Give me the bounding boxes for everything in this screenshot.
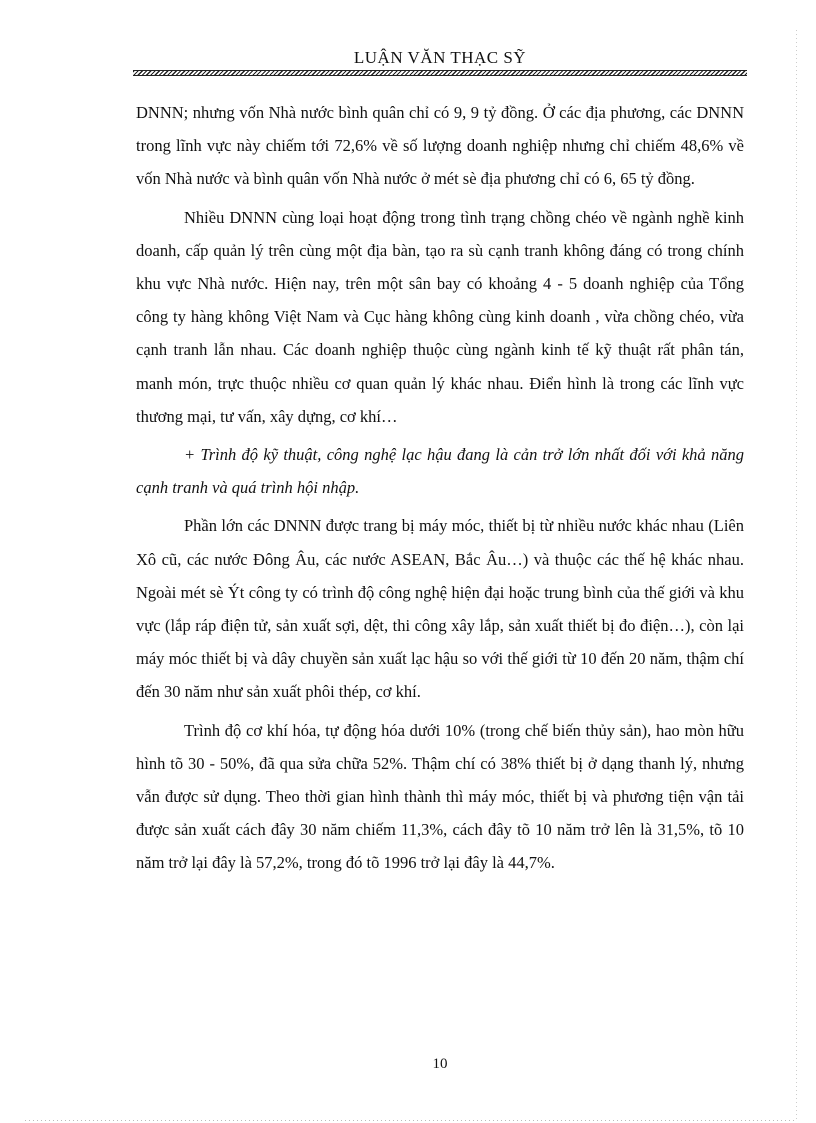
paragraph-mechanization-level: Trình độ cơ khí hóa, tự động hóa dưới 10% (trong chế biến thủy sản), hao mòn hữu hình tõ 30 - 50%, đã qua sửa chữa 52%. Thậm chí có 38% thiết bị ở dạng thanh lý, nhưng vẫn được sử dụng. Theo thời gian hình thành thì máy móc, thiết bị và phương tiện vận tải được sản xuất cách đây 30 năm chiếm 11,3%, cách đây tõ 10 năm trở lên là 31,5%, tõ 10 năm trở lại đây là 57,2%, trong đó tõ 1996 trở lại đây là 44,7%. <box>136 720 744 873</box>
page-number: 10 <box>432 1056 448 1072</box>
right-dotted-edge <box>796 30 797 1120</box>
paragraph-technology-heading: + Trình độ kỹ thuật, công nghệ lạc hậu đang là cản trở lớn nhất đối với khả năng cạnh tranh và quá trình hội nhập. <box>136 445 744 498</box>
header-decorative-rule <box>133 70 747 76</box>
body-text <box>136 96 744 885</box>
paragraph-equipment-origin: Phần lớn các DNNN được trang bị máy móc, thiết bị từ nhiều nước khác nhau (Liên Xô cũ, các nước Đông Âu, các nước ASEAN, Bắc Âu…) và thuộc các thế hệ khác nhau. Ngoài mét sè Ýt công ty có trình độ công nghệ hiện đại hoặc trung bình của thế giới và khu vực (lắp ráp điện tử, sản xuất sợi, dệt, thi công xây lắp, sản xuất thiết bị đo điện…), còn lại máy móc thiết bị và dây chuyền sản xuất lạc hậu so với thế giới từ 10 đến 20 năm, thậm chí đến 30 năm như sản xuất phôi thép, cơ khí. <box>136 516 744 702</box>
bottom-dotted-edge <box>25 1120 795 1121</box>
paragraph-overlapping-dnnn: Nhiều DNNN cùng loại hoạt động trong tình trạng chồng chéo về ngành nghề kinh doanh, cấp quản lý trên cùng một địa bàn, tạo ra sù cạnh tranh không đáng có trong chính khu vực Nhà nước. Hiện nay, trên một sân bay có khoảng 4 - 5 doanh nghiệp của Tổng công ty hàng không Việt Nam và Cục hàng không cùng kinh doanh , vừa chồng chéo, vừa cạnh tranh lẫn nhau. Các doanh nghiệp thuộc cùng ngành kinh tế kỹ thuật rất phân tán, manh món, trực thuộc nhiều cơ quan quản lý khác nhau. Điển hình là trong các lĩnh vực thương mại, tư vấn, xây dựng, cơ khí… <box>136 207 744 426</box>
running-header: LUẬN VĂN THẠC SỸ <box>353 48 527 67</box>
paragraph-continuation: DNNN; nhưng vốn Nhà nước bình quân chỉ có 9, 9 tỷ đồng. Ở các địa phương, các DNNN trong lĩnh vực này chiếm tới 72,6% về số lượng doanh nghiệp nhưng chỉ chiếm 48,6% về vốn Nhà nước và bình quân vốn Nhà nước ở mét sè địa phương chỉ có 6, 65 tỷ đồng. <box>136 103 744 189</box>
